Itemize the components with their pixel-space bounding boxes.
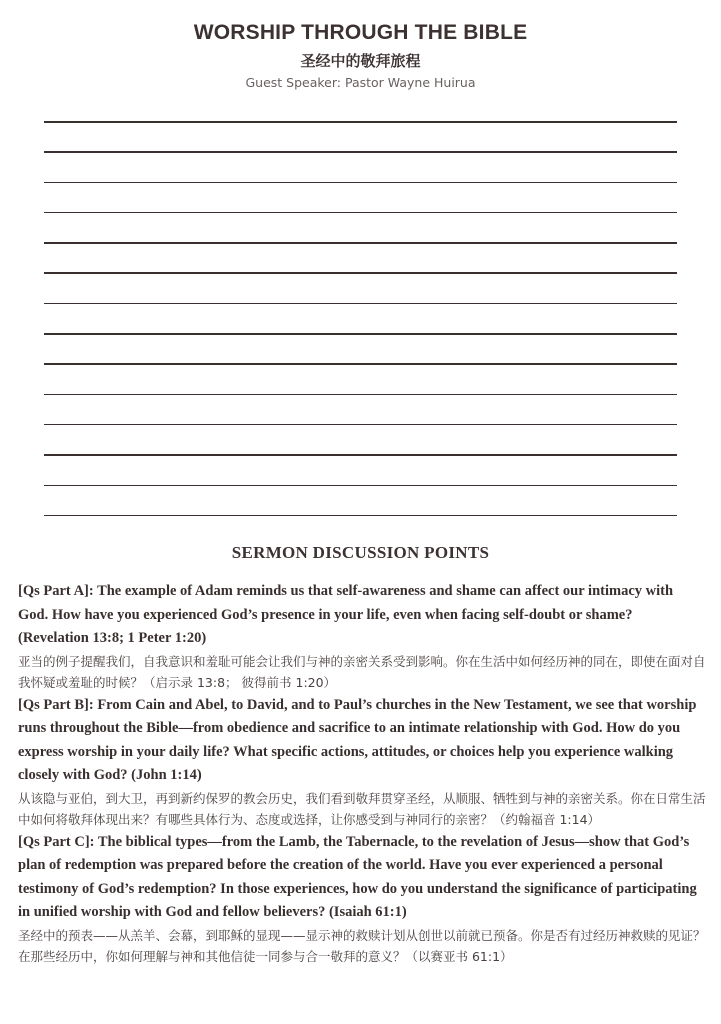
note-line: [44, 212, 677, 214]
note-line: [44, 121, 677, 123]
note-line: [44, 394, 677, 396]
discussion-heading: SERMON DISCUSSION POINTS: [231, 543, 490, 562]
page-title: WORSHIP THROUGH THE BIBLE: [193, 21, 528, 44]
note-line: [44, 151, 677, 153]
note-line: [44, 182, 677, 184]
document-header: [0, 18, 721, 92]
question-chinese: 从该隐与亚伯，到大卫，再到新约保罗的教会历史，我们看到敬拜贯穿圣经，从顺服、牺牲到与神的亲密关系。你在日常生活中如何将敬拜体现出来？有哪些具体行为、态度或选择，让你感受到与神同行的亲密？（约翰福音 1:14）: [18, 790, 706, 827]
note-line: [44, 303, 677, 305]
note-line: [44, 485, 677, 487]
guest-speaker-line: Guest Speaker: Pastor Wayne Huirua: [245, 75, 476, 90]
note-line: [44, 515, 677, 517]
question-part-c: [18, 831, 706, 967]
question-chinese: 圣经中的预表——从羔羊、会幕，到耶稣的显现——显示神的救赎计划从创世以前就已预备。你是否有过经历神救赎的见证？在那些经历中，你如何理解与神和其他信徒一同参与合一敬拜的意义？（以赛亚书 61:1）: [18, 927, 706, 964]
question-english: [Qs Part C]: The biblical types—from the Lamb, the Tabernacle, to the revelation of Jesus—show that God’s plan of redemption was prepared before the creation of the world. Have you ever experienced a personal testimony of God’s redemption? In those experiences, how do you understand the significance of participating in unified worship with God and fellow believers? (Isaiah 61:1): [18, 833, 697, 920]
discussion-questions: [18, 580, 706, 968]
note-line: [44, 424, 677, 426]
question-part-b: [18, 694, 706, 830]
page-subtitle-chinese: 圣经中的敬拜旅程: [300, 52, 421, 70]
note-line: [44, 242, 677, 244]
note-line: [44, 454, 677, 456]
notes-lines-area: [44, 121, 677, 545]
question-chinese: 亚当的例子提醒我们，自我意识和羞耻可能会让我们与神的亲密关系受到影响。你在生活中如何经历神的同在，即使在面对自我怀疑或羞耻的时候？（启示录 13:8； 彼得前书 1:20）: [18, 653, 706, 690]
note-line: [44, 272, 677, 274]
question-english: [Qs Part A]: The example of Adam reminds us that self-awareness and shame can affect our intimacy with God. How have you experienced God’s presence in your life, even when facing self-doubt or shame? (Revelation 13:8; 1 Peter 1:20): [18, 583, 674, 646]
note-line: [44, 363, 677, 365]
question-english: [Qs Part B]: From Cain and Abel, to David, and to Paul’s churches in the New Testament, we see that worship runs throughout the Bible—from obedience and sacrifice to an intimate relationship with God. How do you express worship in your daily life? What specific actions, attitudes, or choices help you experience walking closely with God? (John 1:14): [18, 696, 697, 783]
question-part-a: [18, 580, 706, 693]
note-line: [44, 333, 677, 335]
